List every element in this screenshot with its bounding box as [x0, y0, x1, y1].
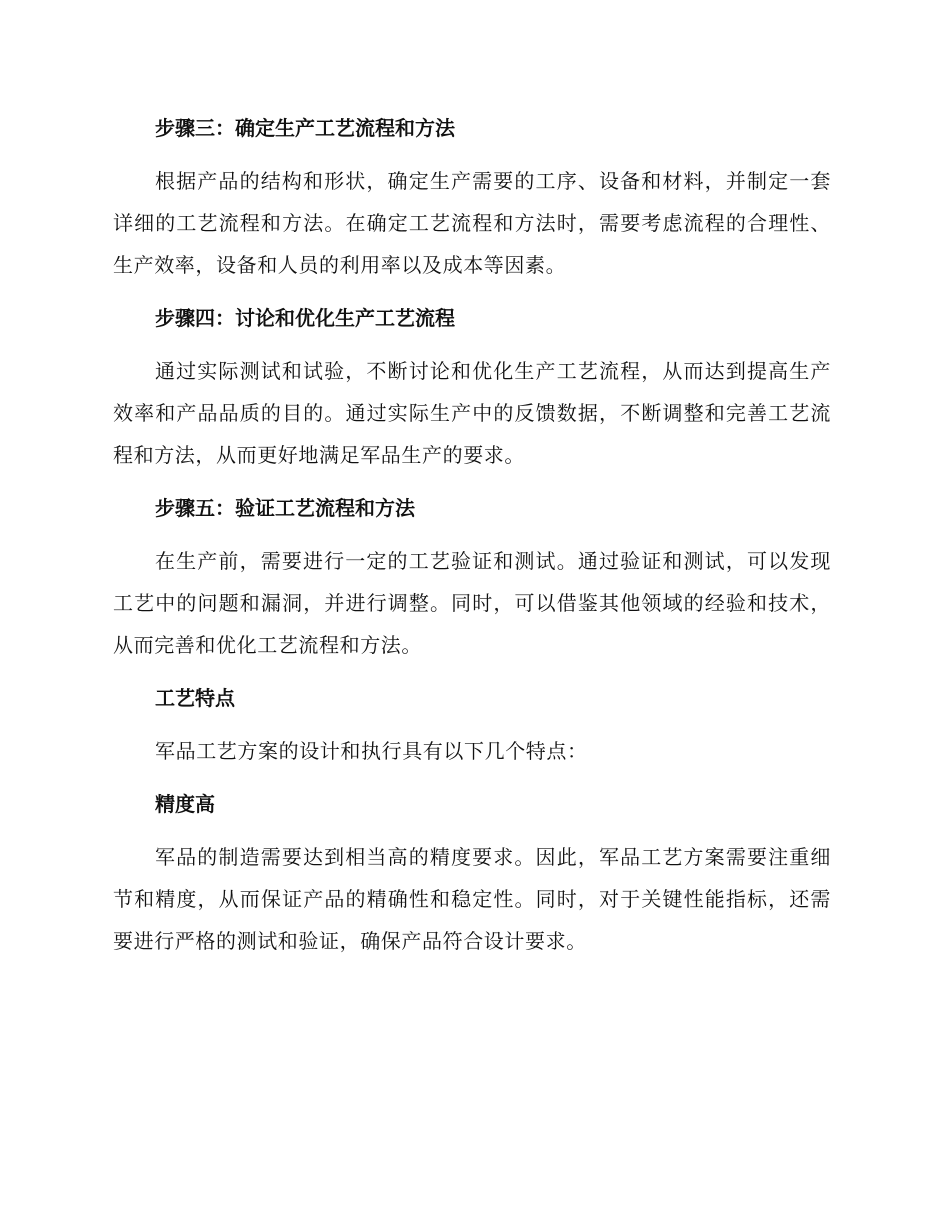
section-heading-high-precision: 精度高 [155, 792, 215, 816]
section-paragraph-step-3: 根据产品的结构和形状，确定生产需要的工序、设备和材料，并制定一套详细的工艺流程和方法。在确定工艺流程和方法时，需要考虑流程的合理性、生产效率，设备和人员的利用率以及成本等因素。 [113, 169, 831, 277]
section-paragraph-step-5: 在生产前，需要进行一定的工艺验证和测试。通过验证和测试，可以发现工艺中的问题和漏洞，并进行调整。同时，可以借鉴其他领域的经验和技术，从而完善和优化工艺流程和方法。 [113, 549, 831, 657]
section-heading-step-3: 步骤三：确定生产工艺流程和方法 [155, 116, 455, 140]
section-paragraph-high-precision: 军品的制造需要达到相当高的精度要求。因此，军品工艺方案需要注重细节和精度，从而保证产品的精确性和稳定性。同时，对于关键性能指标，还需要进行严格的测试和验证，确保产品符合设计要求。 [113, 845, 831, 953]
section-paragraph-features: 军品工艺方案的设计和执行具有以下几个特点： [155, 739, 588, 763]
section-heading-step-5: 步骤五：验证工艺流程和方法 [155, 496, 415, 520]
section-paragraph-step-4: 通过实际测试和试验，不断讨论和优化生产工艺流程，从而达到提高生产效率和产品品质的目的。通过实际生产中的反馈数据，不断调整和完善工艺流程和方法，从而更好地满足军品生产的要求。 [113, 359, 831, 467]
section-heading-features: 工艺特点 [155, 686, 235, 710]
document-body [113, 108, 831, 962]
section-heading-step-4: 步骤四：讨论和优化生产工艺流程 [155, 306, 455, 330]
